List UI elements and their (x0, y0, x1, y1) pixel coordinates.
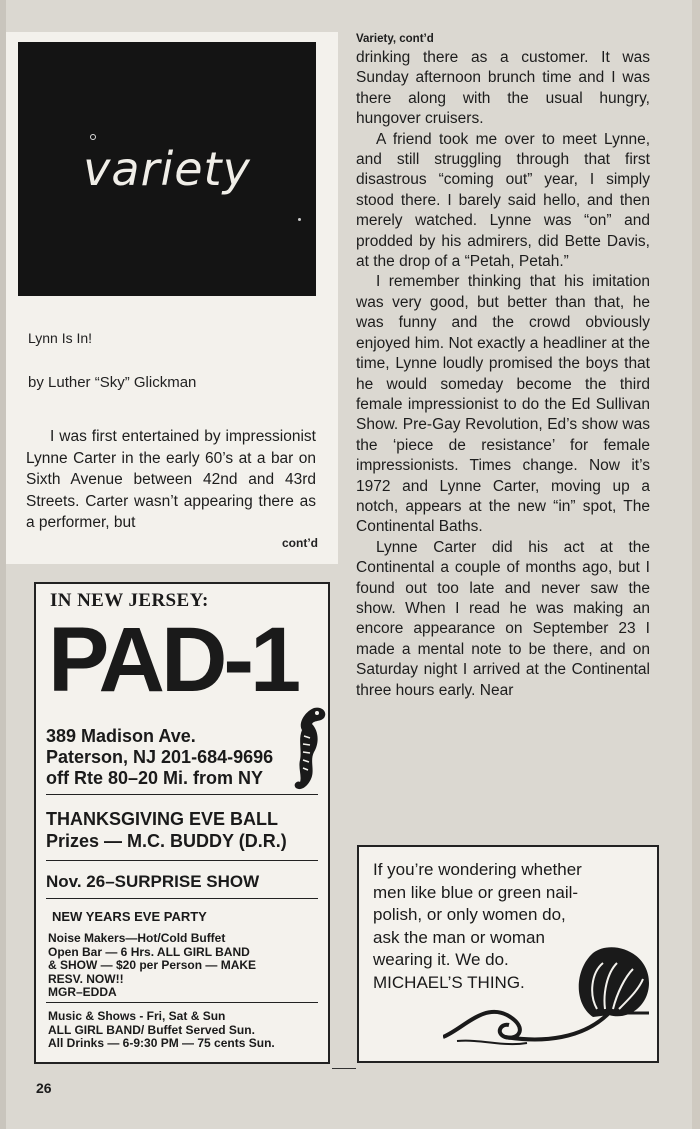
pad-ad-event-title: THANKSGIVING EVE BALL (46, 809, 279, 829)
ad-copy-line: wearing it. We do. (373, 950, 509, 969)
variety-logo-text: variety (83, 142, 251, 196)
pad-ad-details (48, 932, 322, 1000)
divider (46, 898, 318, 899)
pad-ad-name: PAD-1 (48, 609, 298, 711)
article-intro-panel (6, 32, 338, 564)
article-paragraph: drinking there as a customer. It was Sunday afternoon brunch time and I was there along with the usual hungry, hungover cruisers. (356, 49, 650, 128)
continued-label: cont’d (282, 536, 318, 550)
michaels-thing-advertisement (357, 845, 659, 1063)
pad-ad-event-sub: Prizes — M.C. BUDDY (D.R.) (46, 831, 287, 851)
pad-ad-weekly (48, 1010, 322, 1051)
pad-ad-show: Nov. 26–SURPRISE SHOW (46, 872, 260, 891)
variety-logo (18, 42, 316, 296)
pad-ad-detail-line: RESV. NOW!! (48, 971, 124, 986)
pad-ad-city-phone: Paterson, NJ 201-684-9696 (46, 747, 274, 767)
pad-ad-detail-line: Music & Shows - Fri, Sat & Sun (48, 1009, 226, 1023)
ad-copy-line: If you’re wondering whether (373, 860, 582, 879)
pad-ad-street: 389 Madison Ave. (46, 726, 196, 746)
article-byline: by Luther “Sky” Glickman (28, 374, 197, 391)
article-intro: I was first entertained by impressionist Lynne Carter in the early 60’s at a bar on Sixth Avenue between 42nd and 43rd Streets. Carter wasn’t appearing there as a performer, but (26, 428, 316, 532)
article-paragraph: I remember thinking that his imitation was very good, but better than that, he was funny and the crowd obviously enjoyed him. Not exactly a headliner at the time, Lynne loudly promised the boys that he would someday become the third female impressionist to do the Ed Sullivan Show. Pre-Gay Revolution, Ed’s show was the ‘piece de resistance’ for female impressionists. Times change. Now it’s 1972 and Lynne Carter, moving up a notch, appears at the new “in” spot, The Continental Baths. (356, 273, 650, 536)
pad-ad-directions: off Rte 80–20 Mi. from NY (46, 768, 264, 788)
divider (46, 860, 318, 861)
article-paragraph: Lynne Carter did his act at the Continental a couple of months ago, but I found out too late and never saw the show. When I read he was making an encore appearance on September 23 I made a mental note to be there, and on Saturday night I arrived at the Continental three hours early. Near (356, 538, 650, 699)
page-number: 26 (36, 1080, 52, 1096)
logo-ornament (298, 218, 301, 221)
pad-ad-detail-line: All Drinks — 6-9:30 PM — 75 cents Sun. (48, 1036, 275, 1050)
article-paragraph: A friend took me over to meet Lynne, and still struggling through that first disastrous “coming out” year, I simply stood there. I barely said hello, and then merely watched. Lynne was “on” and prodded by his admirers, did Bette Davis, at the drop of a “Petah, Petah.” (356, 130, 650, 271)
footer-rule (332, 1068, 356, 1069)
ad-copy-line: men like blue or green nail- (373, 882, 579, 902)
pad-ad-detail-line: Open Bar — 6 Hrs. ALL GIRL BAND (48, 944, 250, 959)
ad-copy-line: ask the man or woman (373, 927, 545, 947)
continued-header: Variety, cont’d (356, 33, 434, 45)
page-gutter-right (692, 0, 700, 1129)
pad-ad-detail-line: & SHOW — $20 per Person — MAKE (48, 958, 257, 972)
pad1-advertisement (34, 582, 330, 1064)
article-body (356, 48, 650, 701)
pad-ad-detail-line: MGR–EDDA (48, 985, 117, 999)
pad-ad-location: IN NEW JERSEY: (50, 590, 209, 611)
pad-ad-detail-line: ALL GIRL BAND/ Buffet Served Sun. (48, 1022, 255, 1037)
logo-ornament (90, 134, 96, 140)
article-continuation-column (356, 30, 650, 701)
article-title: Lynn Is In! (28, 330, 93, 346)
shell-logo-icon (443, 943, 653, 1051)
pad-ad-detail-line: Noise Makers—Hot/Cold Buffet (48, 931, 226, 945)
divider (46, 794, 318, 795)
ad-copy-line: MICHAEL’S THING. (373, 972, 525, 992)
seahorse-icon (284, 702, 330, 798)
divider (46, 1002, 318, 1003)
ad-copy-line: polish, or only women do, (373, 905, 566, 924)
pad-ad-event (46, 808, 287, 852)
pad-ad-address (46, 726, 316, 789)
pad-ad-newyear: NEW YEARS EVE PARTY (52, 909, 207, 924)
